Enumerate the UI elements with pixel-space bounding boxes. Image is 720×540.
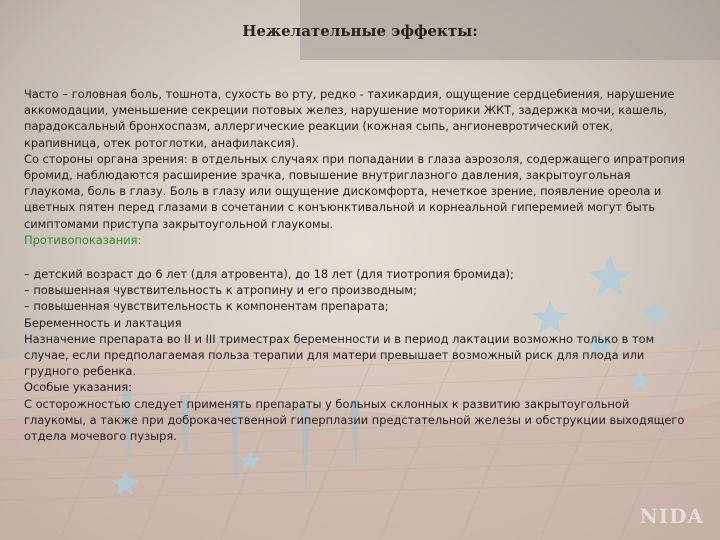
- contraindication-item-components: – повышенная чувствительность к компонентам препарата;: [24, 299, 389, 314]
- contraindication-item-age: – детский возраст до 6 лет (для атровента), до 18 лет (для тиотропия бромида);: [24, 267, 514, 282]
- slide-body: [24, 86, 692, 444]
- pregnancy-paragraph: Назначение препарата во II и III триместрах беременности и в период лактации возможно только в том случае, если предполагаемая польза терапии для матери превышает возможный риск для плода или грудного ребенка.: [24, 331, 655, 379]
- slide-title: Нежелательные эффекты:: [242, 22, 478, 40]
- special-notes-paragraph: С осторожностью следует применять препараты у больных склонных к развитию закрытоугольной глаукомы, а также при доброкачественной гиперплазии предстательной железы и обструкции выходящего отдела мочевого пузыря.: [24, 396, 685, 444]
- pregnancy-heading: Беременность и лактация: [24, 315, 182, 330]
- watermark-logo: NIDA: [639, 504, 704, 528]
- special-notes-heading: Особые указания:: [24, 380, 133, 395]
- contraindication-item-atropine: – повышенная чувствительность к атропину и его производным;: [24, 283, 417, 298]
- side-effects-eye-paragraph: Со стороны органа зрения: в отдельных случаях при попадании в глаза аэрозоля, содержащего ипратропия бромид, наблюдаются расширение зрачка, повышение внутриглазного давления, закрытоугольная глаукома, боль в глазу. Боль в глазу или ощущение дискомфорта, нечеткое зрение, появление ореола и цветных пятен перед глазами в сочетании с конъюнктивальной и корнеальной гиперемией могут быть симптомами приступа закрытоугольной глаукомы.: [24, 151, 686, 231]
- spacer: [24, 248, 692, 266]
- side-effects-common-paragraph: Часто – головная боль, тошнота, сухость во рту, редко - тахикардия, ощущение сердцебиения, нарушение аккомодации, уменьшение секреции потовых желез, нарушение моторики ЖКТ, задержка мочи, кашель, парадоксальный бронхоспазм, аллергические реакции (кожная сыпь, ангионевротический отек, крапивница, отек ротоглотки, анафилаксия).: [24, 87, 675, 150]
- contraindications-heading: Противопоказания:: [24, 232, 142, 247]
